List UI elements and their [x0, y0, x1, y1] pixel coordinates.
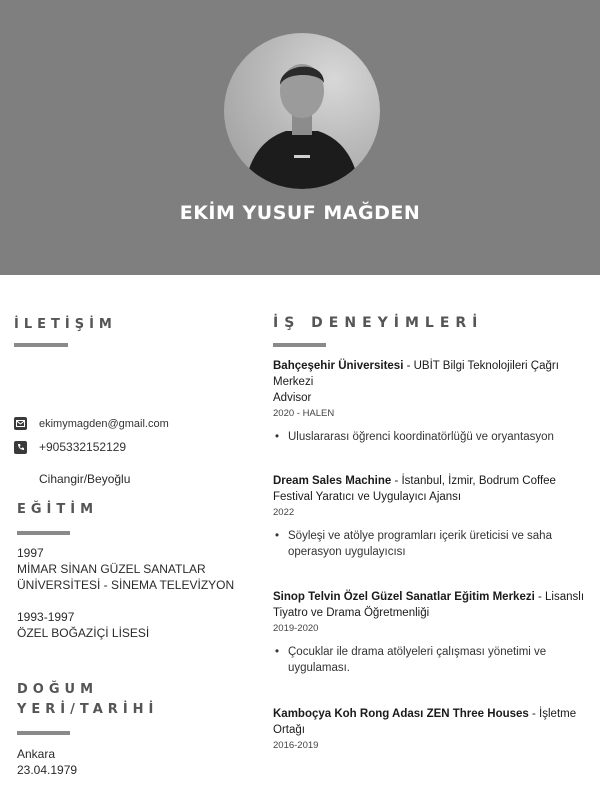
job-detail: - Lisanslı Tiyatro ve Drama Öğretmenliği	[273, 591, 585, 619]
job-date: 2019-2020	[273, 623, 319, 634]
job-heading	[273, 473, 585, 505]
contact-section-title: İLETİŞİM	[14, 317, 117, 332]
birth-info	[17, 746, 77, 778]
birth-section-title	[17, 680, 158, 720]
job-company: Kamboçya Koh Rong Adası ZEN Three Houses	[273, 708, 529, 720]
job-heading	[273, 706, 585, 738]
birth-divider	[17, 731, 70, 735]
birth-title-line1: DOĞUM	[17, 682, 99, 697]
job-date: 2022	[273, 507, 295, 518]
job-detail: - UBİT Bilgi Teknolojileri Çağrı Merkezi	[273, 360, 559, 388]
job-company: Bahçeşehir Üniversitesi	[273, 360, 404, 372]
job-company: Sinop Telvin Özel Güzel Sanatlar Eğitim Merkezi	[273, 591, 535, 603]
education-section-title: EĞİTİM	[17, 502, 99, 517]
job-entry	[273, 473, 585, 560]
experience-section-title: İŞ DENEYİMLERİ	[273, 315, 484, 331]
education-school-line1: MİMAR SİNAN GÜZEL SANATLAR	[17, 562, 206, 576]
job-heading	[273, 589, 585, 621]
job-role: Advisor	[273, 392, 312, 404]
education-entry	[17, 545, 234, 593]
job-heading	[273, 358, 585, 390]
email-row[interactable]	[14, 417, 169, 430]
phone-text[interactable]: +905332152129	[39, 440, 127, 454]
job-company: Dream Sales Machine	[273, 475, 392, 487]
email-icon	[14, 417, 27, 430]
phone-row[interactable]	[14, 440, 126, 454]
experience-divider	[273, 343, 326, 347]
job-detail: - İstanbul, İzmir, Bodrum Coffee Festival Yaratıcı ve Uygulayıcı Ajansı	[273, 475, 556, 503]
education-entry	[17, 609, 149, 641]
birth-place: Ankara	[17, 747, 56, 761]
address-text: Cihangir/Beyoğlu	[39, 472, 131, 486]
job-entry	[273, 358, 585, 445]
person-silhouette-icon	[224, 33, 380, 189]
education-school-line2: ÜNİVERSİTESİ - SİNEMA TELEVİZYON	[17, 578, 235, 592]
profile-photo	[224, 33, 380, 189]
phone-icon	[14, 441, 27, 454]
job-detail: - İşletme Ortağı	[273, 708, 577, 736]
job-bullet: • Söyleşi ve atölye programları içerik üreticisi ve saha operasyon uygulayıcısı	[273, 528, 585, 560]
education-school-line1: ÖZEL BOĞAZİÇİ LİSESİ	[17, 626, 150, 640]
education-divider	[17, 531, 70, 535]
job-date: 2020 - HALEN	[273, 408, 335, 419]
job-entry	[273, 589, 585, 676]
birth-date: 23.04.1979	[17, 763, 78, 777]
birth-title-line2: YERİ/TARİHİ	[17, 702, 159, 717]
job-date: 2016-2019	[273, 740, 319, 751]
job-entry	[273, 706, 585, 753]
contact-divider	[14, 343, 68, 347]
job-bullet: • Çocuklar ile drama atölyeleri çalışması yönetimi ve uygulaması.	[273, 644, 585, 676]
header-banner	[0, 0, 600, 275]
full-name: EKİM YUSUF MAĞDEN	[179, 202, 421, 224]
email-text[interactable]: ekimymagden@gmail.com	[39, 417, 169, 430]
education-years: 1997	[17, 546, 44, 560]
education-years: 1993-1997	[17, 610, 75, 624]
job-bullet: • Uluslararası öğrenci koordinatörlüğü ve oryantasyon	[273, 429, 585, 445]
